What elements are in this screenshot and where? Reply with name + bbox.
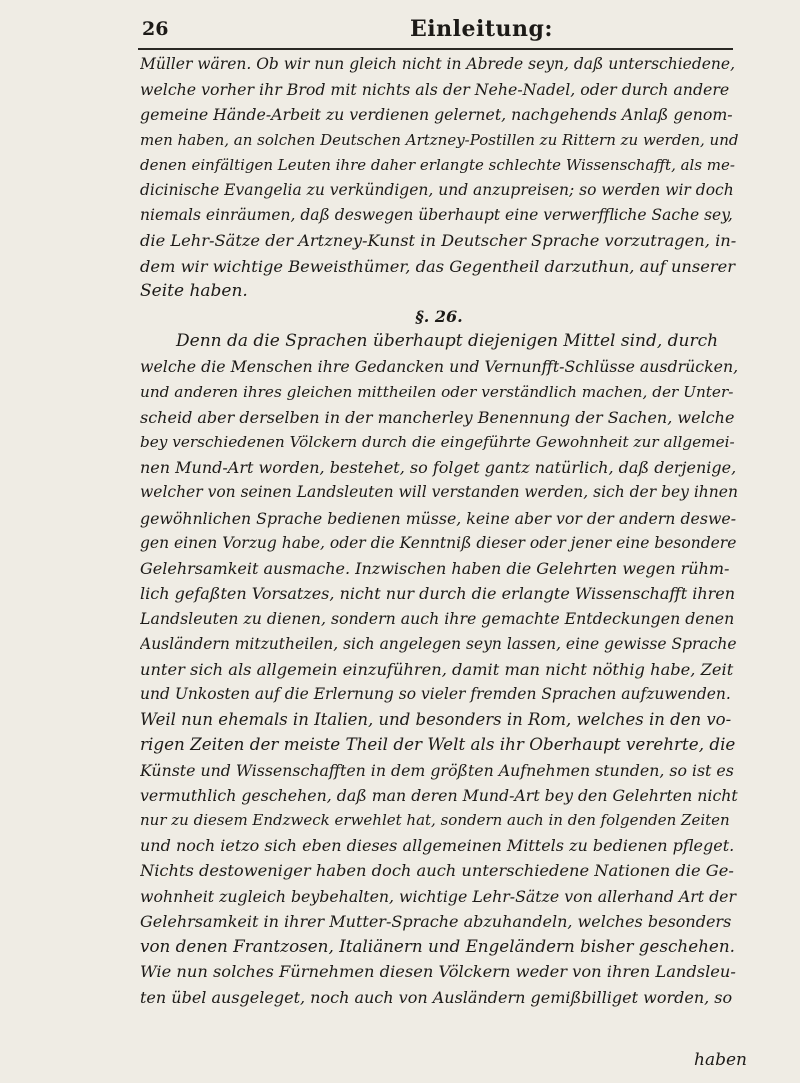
text-line: Gelehrsamkeit in ihrer Mutter-Sprache abzuhandeln, welches besonders — [140, 911, 732, 931]
text-line: gen einen Vorzug habe, oder die Kenntniß dieser oder jener eine besondere — [140, 533, 737, 552]
text-line: die Lehr-Sätze der Artzney-Kunst in Deutscher Sprache vorzutragen, in- — [140, 231, 737, 251]
section-heading: §. 26. — [415, 307, 463, 327]
running-head: Einleitung: — [410, 16, 553, 42]
text-line: dem wir wichtige Beweisthümer, das Gegentheil darzuthun, auf unserer — [140, 256, 736, 276]
text-line: und noch ietzo sich eben dieses allgemeinen Mittels zu bedienen pfleget. — [140, 836, 735, 856]
text-line: vermuthlich geschehen, daß man deren Mund-Art bey den Gelehrten nicht — [140, 785, 738, 805]
text-line: Gelehrsamkeit ausmache. Inzwischen haben die Gelehrten wegen rühm- — [140, 559, 730, 579]
text-line: Denn da die Sprachen überhaupt diejenigen Mittel sind, durch — [176, 331, 719, 352]
text-line: Weil nun ehemals in Italien, und besonders in Rom, welches in den vo- — [140, 710, 732, 730]
text-line: bey verschiedenen Völckern durch die eingeführte Gewohnheit zur allgemei- — [140, 433, 735, 452]
header-rule — [138, 48, 733, 50]
paragraph — [140, 52, 738, 304]
text-line: scheid aber derselben in der mancherley Benennung der Sachen, welche — [140, 407, 735, 427]
text-line: lich gefaßten Vorsatzes, nicht nur durch die erlangte Wissenschafft ihren — [140, 584, 736, 604]
text-line: von denen Frantzosen, Italiänern und Engeländern bisher geschehen. — [140, 936, 735, 957]
text-line: rigen Zeiten der meiste Theil der Welt als ihr Oberhaupt verehrte, die — [140, 734, 736, 755]
paragraph — [140, 329, 738, 1009]
text-line: Müller wären. Ob wir nun gleich nicht in Abrede seyn, daß unterschiedene, — [140, 55, 736, 73]
text-line: und Unkosten auf die Erlernung so vieler fremden Sprachen aufzuwenden. — [140, 685, 731, 704]
text-line: nur zu diesem Endzweck erwehlet hat, sondern auch in den folgenden Zeiten — [140, 811, 730, 830]
text-line: unter sich als allgemein einzuführen, damit man nicht nöthig habe, Zeit — [140, 659, 734, 679]
body-text — [140, 52, 738, 1010]
text-line: welche die Menschen ihre Gedancken und Vernunfft-Schlüsse ausdrücken, — [140, 357, 738, 377]
text-line: welcher von seinen Landsleuten will verstanden werden, sich der bey ihnen — [140, 483, 738, 502]
text-line: Künste und Wissenschafften in dem größten Aufnehmen stunden, so ist es — [140, 760, 734, 780]
text-line: nen Mund-Art worden, bestehet, so folget gantz natürlich, daß derjenige, — [140, 458, 737, 478]
text-line: men haben, an solchen Deutschen Artzney-Postillen zu Rittern zu werden, und — [140, 130, 738, 149]
text-line: Wie nun solches Fürnehmen diesen Völckern weder von ihren Landsleu- — [140, 962, 736, 982]
text-line: ten übel ausgeleget, noch auch von Ausländern gemißbilliget worden, so — [140, 987, 733, 1007]
text-line: niemals einräumen, daß deswegen überhaupt eine verwerffliche Sache sey, — [140, 206, 733, 225]
text-line: gemeine Hände-Arbeit zu verdienen gelernet, nachgehends Anlaß genom- — [140, 105, 733, 125]
page-header — [138, 18, 738, 44]
catchword: haben — [694, 1050, 747, 1070]
text-line: denen einfältigen Leuten ihre daher erlangte schlechte Wissenschafft, als me- — [140, 155, 735, 174]
text-line: dicinische Evangelia zu verkündigen, und anzupreisen; so werden wir doch — [140, 181, 734, 200]
text-line: und anderen ihres gleichen mittheilen oder verständlich machen, der Unter- — [140, 382, 734, 401]
page-number: 26 — [142, 18, 169, 40]
text-line: wohnheit zugleich beybehalten, wichtige Lehr-Sätze von allerhand Art der — [140, 886, 737, 906]
text-line: gewöhnlichen Sprache bedienen müsse, keine aber vor der andern deswe- — [140, 508, 737, 528]
text-line: Ausländern mitzutheilen, sich angelegen seyn lassen, eine gewisse Sprache — [140, 634, 737, 653]
text-line: Landsleuten zu dienen, sondern auch ihre gemachte Entdeckungen denen — [140, 609, 735, 629]
text-line: Seite haben. — [140, 280, 248, 301]
text-line: Nichts destoweniger haben doch auch unterschiedene Nationen die Ge- — [140, 861, 734, 881]
text-line: welche vorher ihr Brod mit nichts als der Nehe-Nadel, oder durch andere — [140, 80, 730, 100]
